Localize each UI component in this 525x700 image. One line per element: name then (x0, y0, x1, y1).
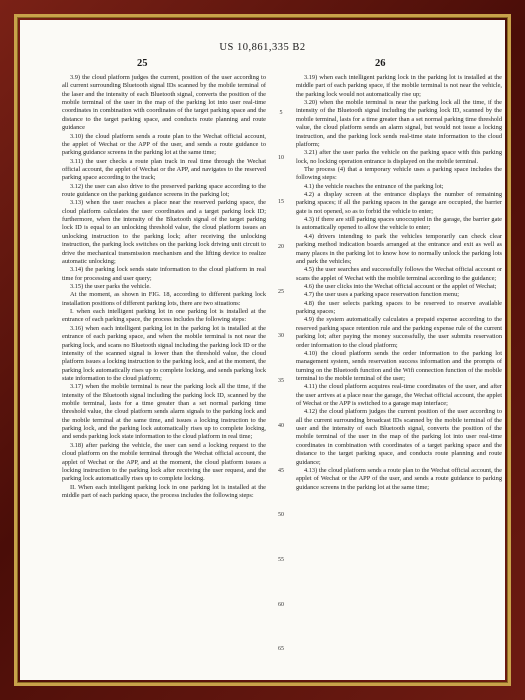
line-number: 45 (278, 467, 284, 474)
line-number: 65 (278, 646, 284, 653)
paragraph: 3.18) after parking the vehicle, the user can send a locking request to the cloud platform on the mobile terminal through the Wechat official account, the applet of Wechat or the APP, and at the moment, the cloud platform issues a locking instruction to the parking lock after receiving the user request, and the parking lock automatically rises up to complete locking. (62, 441, 266, 483)
line-number: 20 (278, 243, 284, 250)
paragraph: 3.12) the user can also drive to the preserved parking space according to the route guidance on the parking guidance screens in the parking lot; (62, 182, 266, 199)
paragraph: 4.8) the user selects parking spaces to be reserved to reserve available parking spaces; (296, 299, 502, 316)
paragraph: At the moment, as shown in FIG. 18, according to different parking lock installation positions of different parking lots, there are two situations: (62, 291, 266, 307)
paragraph: 4.5) the user searches and successfully follows the Wechat official account or scans the applet of Wechat with the mobile terminal according to the guidance; (296, 266, 502, 282)
right-column-number: 26 (375, 58, 386, 69)
paragraph: II. When each intelligent parking lock in one parking lot is installed at the middle part of each parking space, the process includes the following steps: (62, 483, 266, 499)
paragraph: The process (4) that a temporary vehicle uses a parking space includes the following steps: (296, 165, 502, 182)
paragraph: 4.11) the cloud platform acquires real-time coordinates of the user, and after the user arrives at a place near the garage, the Wechat official account, the applet of Wechat or the APP is switched to a garage map interface; (296, 383, 502, 408)
paragraph: 3.11) the user checks a route plan track in real time through the Wechat official account, the applet of Wechat or the APP, and navigates to the reserved parking space according to the track; (62, 157, 266, 182)
paragraph: 4.7) the user uses a parking space reservation function menu; (304, 291, 460, 299)
paragraph: 4.13) the cloud platform sends a route plan to the Wechat official account, the applet of Wechat or the APP of the user, and sends a route guidance to parking guidance screens in the parking lot at the same time; (296, 466, 502, 491)
paragraph: 3.20) when the mobile terminal is near the parking lock all the time, if the intensity of the Bluetooth signal including the parking lock ID, scanned by the mobile terminal, lasts for a time greater than a set normal parking time threshold value, the cloud platform sends an alarm signal, but would not issue a locking instruction, and the parking lock sends real-time state information to the cloud platform; (296, 99, 502, 148)
paragraph: 4.4) drivers intending to park the vehicles temporarily can check clear parking method indication boards arranged at the entrance and exit as well as many places in the parking lot to know how to normally unlock the parking lots and park the vehicles; (296, 232, 502, 265)
paragraph: 4.10) the cloud platform sends the order information to the parking lot management system, sends reservation success information and the prompts of turning on the Bluetooth function and the Wifi connection function of the mobile terminal to the mobile terminal of the user; (296, 349, 502, 382)
paragraph: 3.10) the cloud platform sends a route plan to the Wechat official account, the applet of Wechat or the APP of the user, and sends a route guidance to parking guidance screens in the parking lot at the same time; (62, 132, 266, 157)
line-number: 60 (278, 601, 284, 608)
paragraph: 3.19) when each intelligent parking lock in the parking lot is installed at the middle part of each parking space, if the mobile terminal is not near the vehicle, the parking lock would not automatically rise up; (296, 74, 502, 98)
paragraph: 4.3) if there are still parking spaces unoccupied in the garage, the barrier gate is automatically opened to allow the vehicle to enter; (296, 216, 502, 232)
paragraph: 3.15) the user parks the vehicle. (70, 282, 151, 290)
right-text-column (296, 74, 502, 672)
paragraph: 4.2) a display screen at the entrance displays the number of remaining parking spaces; if all the parking spaces in the garage are occupied, the barrier gate is not opened, so as to forbid the vehicle to enter; (296, 191, 502, 215)
paragraph: 3.14) the parking lock sends state information to the cloud platform in real time for processing and user query; (62, 266, 266, 282)
line-number: 35 (278, 378, 284, 385)
paragraph: 3.21) after the user parks the vehicle on the parking space with this parking lock, no locking operation entrance is displayed on the mobile terminal. (296, 149, 502, 165)
line-number: 30 (278, 333, 284, 340)
line-number: 55 (278, 557, 284, 564)
patent-number: US 10,861,335 B2 (219, 42, 306, 53)
paragraph: 3.9) the cloud platform judges the current, position of the user according to all current surrounding Bluetooth signal IDs scanned by the mobile terminal of the laser and the intensity of each Bluetooth signal, converts the position of the mobile terminal of the user in the map of the parking lot into user real-time coordinates in combination with coordinates of the target parking space and the distance to the target parking space, and conducts route planning and route guidance (62, 74, 266, 132)
paragraph: 3.17) when the mobile terminal is near the parking lock all the time, if the intensity of the Bluetooth signal including the parking lock ID, scanned by the mobile terminal, lasts for a time greater than a set normal parking time threshold value, the cloud platform sends alarm signals to the parking lock and the mobile terminal at the same time, and issues a locking instruction to the parking lock, and the parking lock automatically rises up to complete locking, and sends parking lock state information to the cloud platform in real time; (62, 383, 266, 441)
patent-page (20, 20, 505, 680)
line-number-gutter (269, 74, 293, 672)
line-number: 50 (278, 512, 284, 519)
paragraph: 4.9) the system automatically calculates a prepaid expense according to the reserved parking space retention rule and the parking expense rule of the current parking lot; after paying the money successfully, the user submits reservation order information to the cloud platform; (296, 316, 502, 349)
paragraph: I. when each intelligent parking lot in one parking lot is installed at the entrance of each parking space, the process includes the following steps: (62, 308, 266, 324)
left-text-column (62, 74, 266, 672)
paragraph: 4.1) the vehicle reaches the entrance of the parking lot; (304, 182, 444, 190)
paragraph: 3.16) when each intelligent parking lot in the parking lot is installed at the entrance of each parking space, and when the mobile terminal is not near the parking lock, and scans no Bluetooth signal including the parking lock ID or the intensity of the scanned signal is lower than the threshold value, the cloud platform issues a locking instruction to the parking lock, and at the moment, the parking lock automatically rises up to complete locking, and sends parking lock state information to the cloud platform; (62, 324, 266, 382)
paragraph: 4.6) the user clicks into the Wechat official account or the applet of Wechat; (304, 282, 497, 290)
paragraph: 3.13) when the user reaches a place near the reserved parking space, the cloud platform calculates the user coordinates and a target parking lock ID; furthermore, when the intensity of the Bluetooth signal of the target parking lock ID is equal to an unlocking threshold value, the cloud platform issues an unlocking instruction to the parking lock; after receiving the unlocking instruction, the parking lock switches on the parking lock driving unit circuit to drive the mechanical transmission mechanism and the lifting device to realize automatic unlocking; (62, 199, 266, 265)
paragraph: 4.12) the cloud platform judges the current position of the user according to all the current surrounding broadcast IDs scanned by the mobile terminal of the user and the intensity of each Bluetooth signal, converts the position of the mobile terminal of the user in the map of the parking lot into user real-time coordinates in combination with coordinates of a target parking space and the distance to the target parking space, and conducts route planning and route guidance; (296, 408, 502, 466)
line-number: 15 (278, 199, 284, 206)
line-number: 5 (279, 109, 283, 116)
line-number: 25 (278, 288, 284, 295)
line-number: 10 (278, 154, 284, 161)
left-column-number: 25 (137, 58, 148, 69)
line-number: 40 (278, 422, 284, 429)
